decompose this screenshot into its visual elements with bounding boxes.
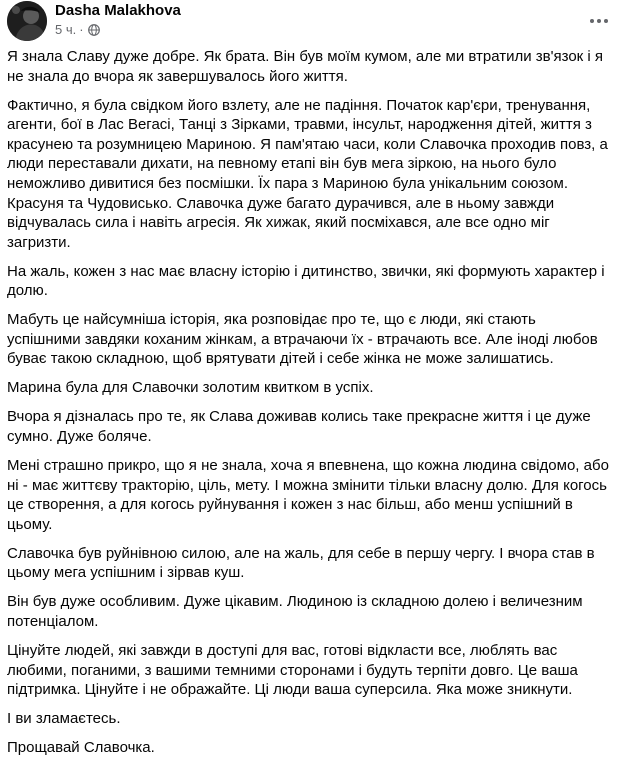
avatar-image — [7, 1, 47, 41]
globe-icon — [88, 24, 100, 36]
post-paragraph: Я знала Славу дуже добре. Як брата. Він був моїм кумом, але ми втратили зв'язок і я не знала до вчора як завершувалось його життя. — [7, 48, 604, 85]
post-text — [7, 47, 613, 767]
post-paragraph: Прощавай Славочка. — [7, 739, 155, 757]
post-paragraph: Вчора я дізналась про те, як Слава доживав колись таке прекрасне життя і це дуже сумно. Дуже боляче. — [7, 408, 591, 446]
post-paragraph: І ви зламаєтесь. — [7, 710, 121, 728]
post-paragraph: Цінуйте людей, які завжди в доступі для вас, готові відкласти все, люблять вас любими, поганими, з вашими темними сторонами і будуть терпіти довго. Це ваша підтримка. Цінуйте і не ображайте. Ці люди ваша суперсила. Яка може зникнути. — [7, 641, 578, 699]
post-paragraph: Мабуть це найсумніша історія, яка розповідає про те, що є люди, які стають успішними завдяки коханим жінкам, а втрачаючи їх - втрачають все. Але іноді любов буває такою складною, щоб врятувати дітей і себе жінка не може залишатись. — [7, 311, 598, 368]
author-name[interactable]: Dasha Malakhova — [55, 2, 181, 19]
post-meta — [55, 22, 100, 37]
avatar[interactable] — [7, 1, 47, 41]
post-paragraph: Фактично, я була свідком його взлету, але не падіння. Початок кар'єри, тренування, агенти, бої в Лас Вегасі, Танці з Зірками, травми, інсульт, народження дітей, життя з красунею та розумницею Мариною. Я пам'ятаю часи, коли Славочка проходив повз, а люди переставали дихати, на певному етапі він був мега зіркою, на нього було неможливо дивитися без посмішки. Їх пара з Мариною була унікальним союзом. Красуня та Чудовисько. Славочка дуже багато дурачився, але в ньому завжди відчувалась сила і навіть агресія. Як хижак, який посміхався, але все одно міг загризти. — [7, 96, 608, 251]
post-paragraph: Він був дуже особливим. Дуже цікавим. Людиною із складною долею і величезним потенціалом. — [7, 593, 583, 630]
post-paragraph: Славочка був руйнівною силою, але на жаль, для себе в першу чергу. І вчора став в цьому мега успішним і зірвав куш. — [7, 544, 595, 582]
post-paragraph: На жаль, кожен з нас має власну історію і дитинство, звички, які формують характер і долю. — [7, 262, 605, 300]
meta-separator: · — [79, 22, 84, 37]
more-horizontal-icon — [589, 18, 609, 24]
post-timestamp[interactable]: 5 ч. — [55, 22, 77, 37]
post-paragraph: Марина була для Славочки золотим квитком в успіх. — [7, 379, 374, 397]
more-options-button[interactable] — [585, 7, 613, 35]
post-paragraph: Мені страшно прикро, що я не знала, хоча я впевнена, що кожна людина свідомо, або ні - має життєву тракторію, ціль, мету. І можна змінити тільки власну долю. Для когось це створення, а для когось руйнування і кожен з нас більш, або менш успішний в цьому. — [7, 457, 609, 533]
post-header — [7, 1, 613, 41]
